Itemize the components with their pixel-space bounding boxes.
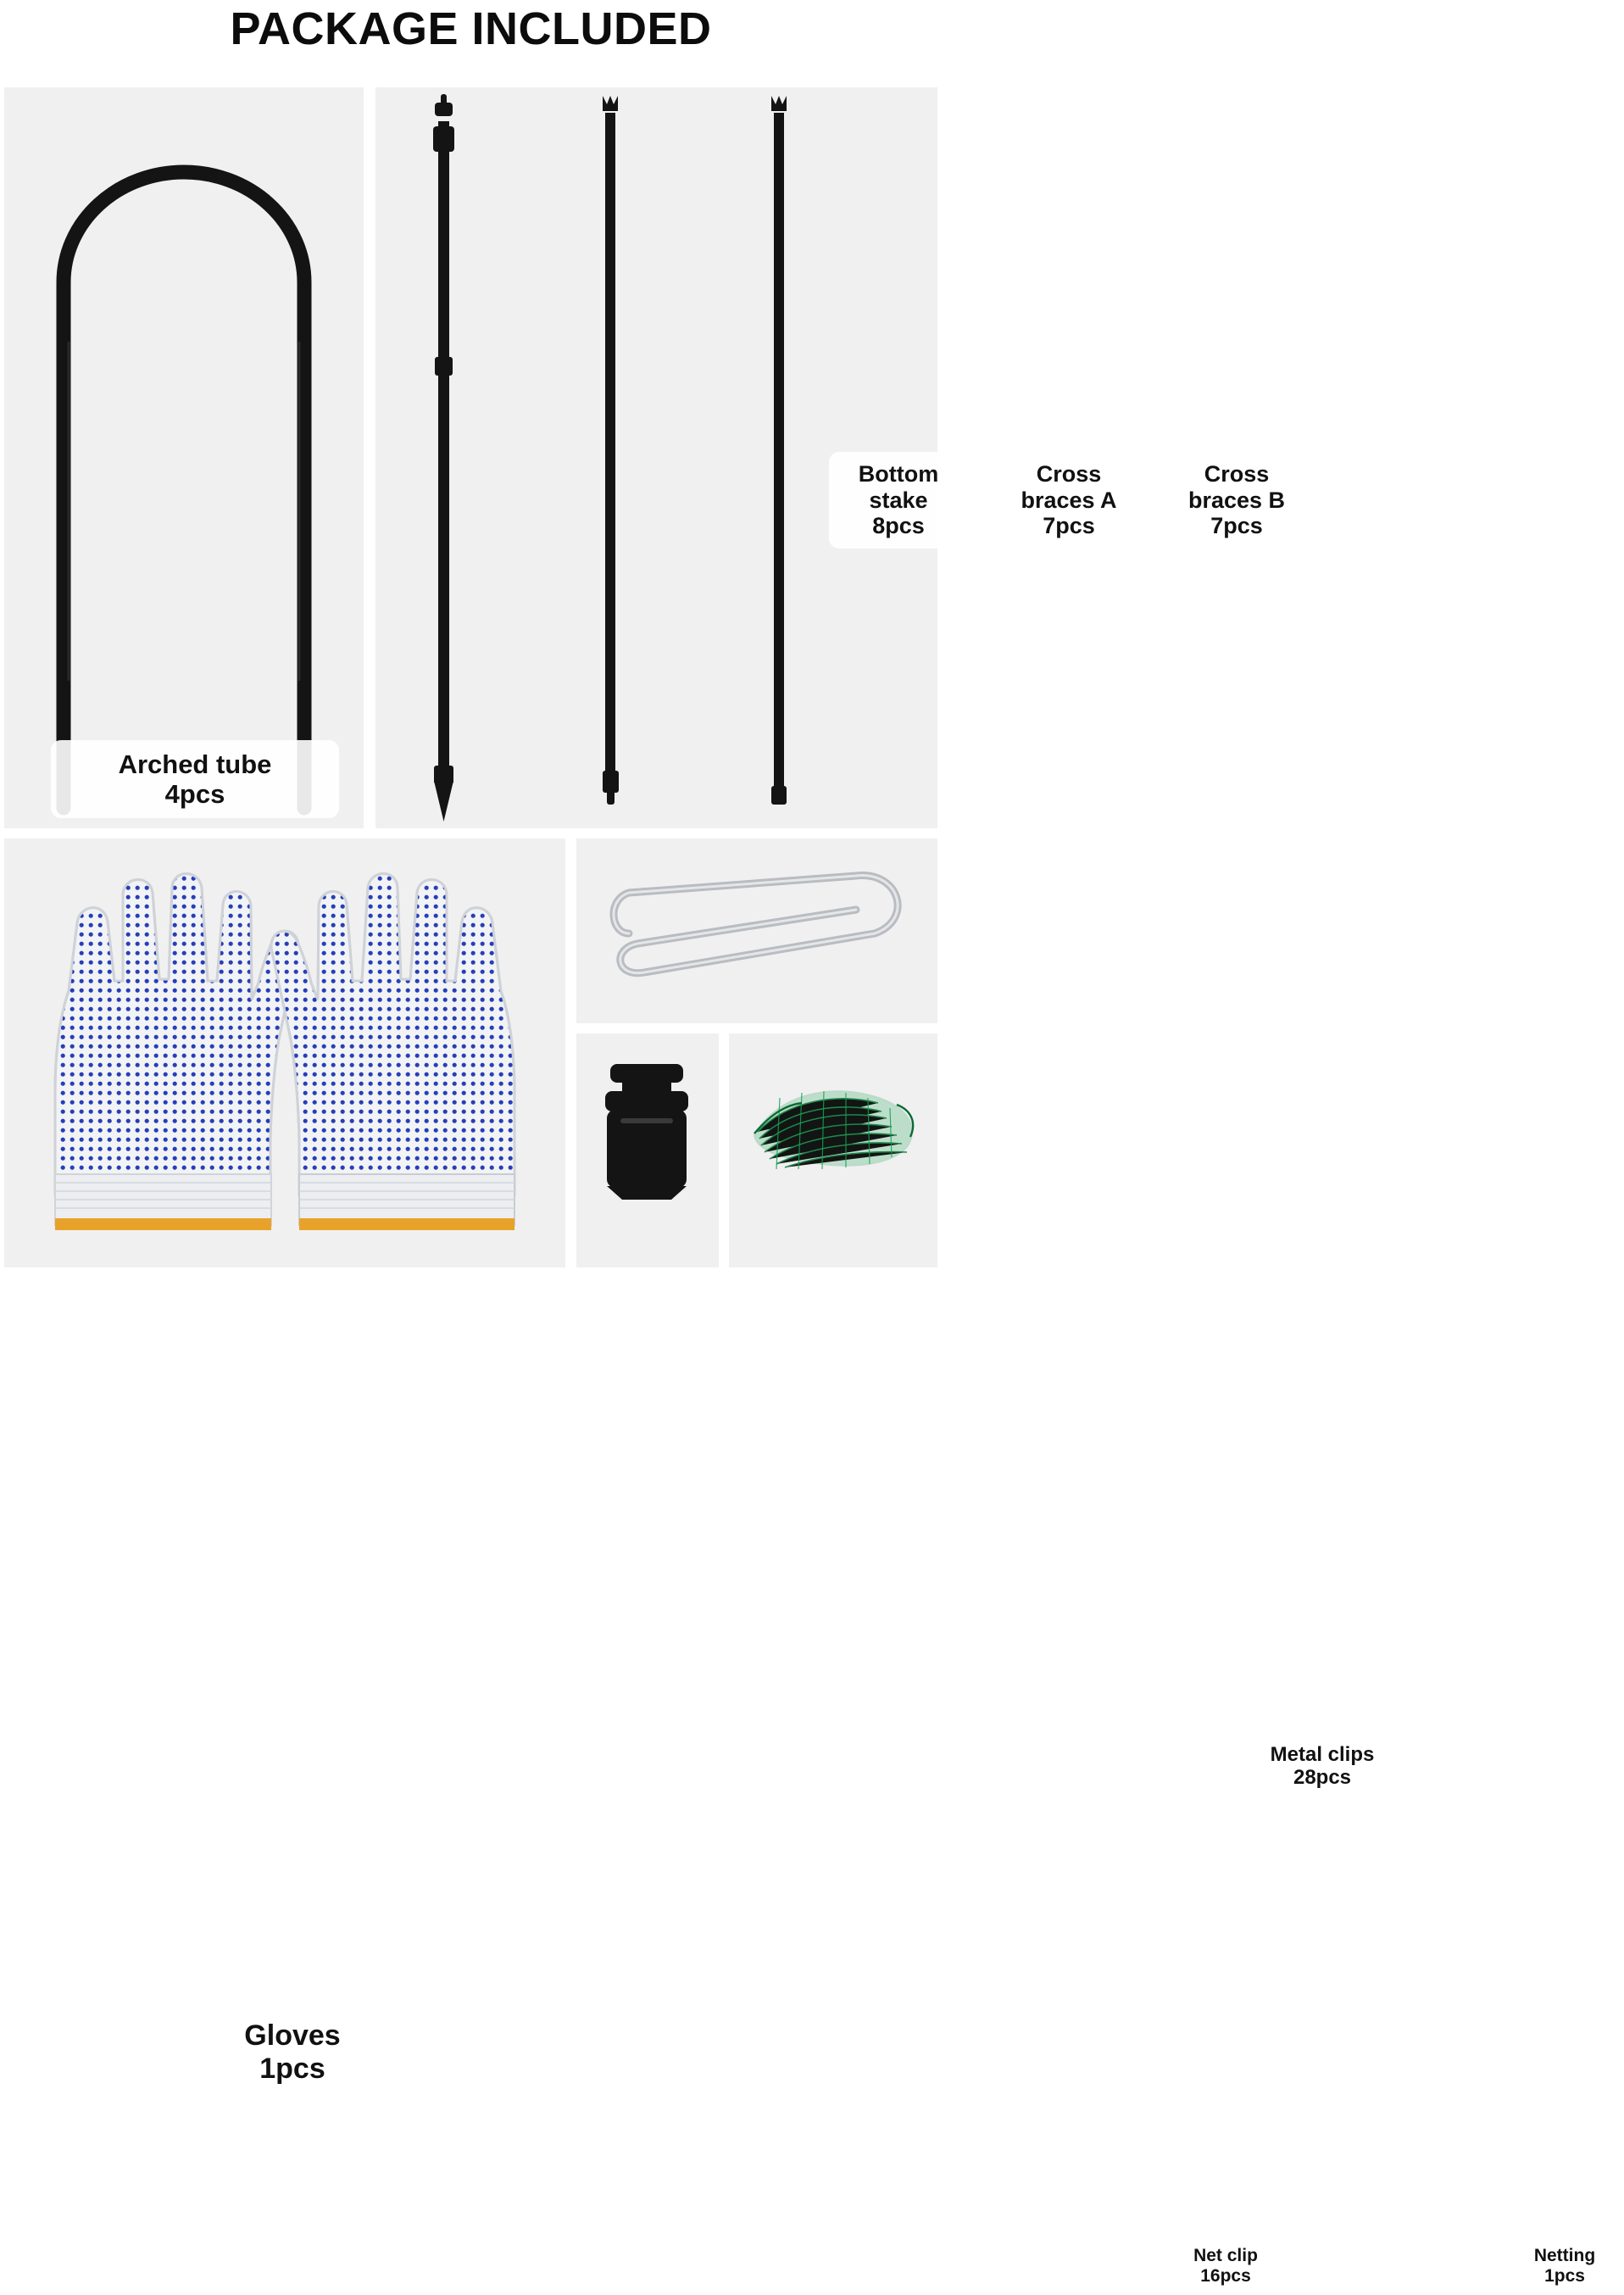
panel-gloves [4, 838, 565, 2085]
label-cross-brace-a-name2: braces A [1021, 487, 1117, 513]
label-net-clip-name: Net clip [1193, 2246, 1258, 2266]
label-arched-tube-qty: 4pcs [164, 779, 225, 809]
label-cross-brace-a-qty: 7pcs [1043, 513, 1095, 539]
label-gloves [204, 2011, 381, 2094]
panel-net-clip [576, 1033, 1258, 2286]
label-net-clip [1165, 2237, 1287, 2295]
label-cross-brace-a [1001, 452, 1137, 549]
label-bottom-stake-qty: 8pcs [872, 513, 925, 539]
gloves-icon [4, 838, 565, 1267]
label-net-clip-qty: 16pcs [1200, 2266, 1251, 2286]
label-netting-name: Netting [1533, 2246, 1596, 2266]
arched-tube-icon [4, 87, 364, 828]
label-netting [1505, 2237, 1624, 2295]
label-bottom-stake-name2: stake [869, 487, 928, 513]
net-clip-icon [576, 1033, 719, 1267]
netting-icon [729, 1033, 937, 1267]
page-title: PACKAGE INCLUDED [230, 3, 712, 54]
label-metal-clips-name: Metal clips [1270, 1742, 1375, 1766]
label-metal-clips [1241, 1734, 1404, 1798]
label-gloves-qty: 1pcs [259, 2053, 325, 2085]
label-cross-brace-b [1169, 452, 1304, 549]
panel-arched-tube [4, 87, 364, 828]
label-metal-clips-qty: 28pcs [1293, 1766, 1352, 1789]
panel-rods [375, 87, 1286, 828]
label-cross-brace-a-name1: Cross [1036, 460, 1102, 487]
label-arched-tube [51, 740, 339, 818]
label-netting-qty: 1pcs [1544, 2266, 1585, 2286]
label-gloves-name: Gloves [244, 2019, 341, 2053]
label-cross-brace-b-name2: braces B [1187, 487, 1286, 513]
panel-metal-clips [576, 838, 1375, 1789]
metal-clip-icon [576, 838, 937, 1023]
label-cross-brace-b-qty: 7pcs [1210, 513, 1263, 539]
label-cross-brace-b-name1: Cross [1204, 460, 1270, 487]
label-bottom-stake-name1: Bottom [858, 460, 939, 487]
label-arched-tube-name: Arched tube [118, 749, 272, 779]
label-bottom-stake [829, 452, 968, 549]
